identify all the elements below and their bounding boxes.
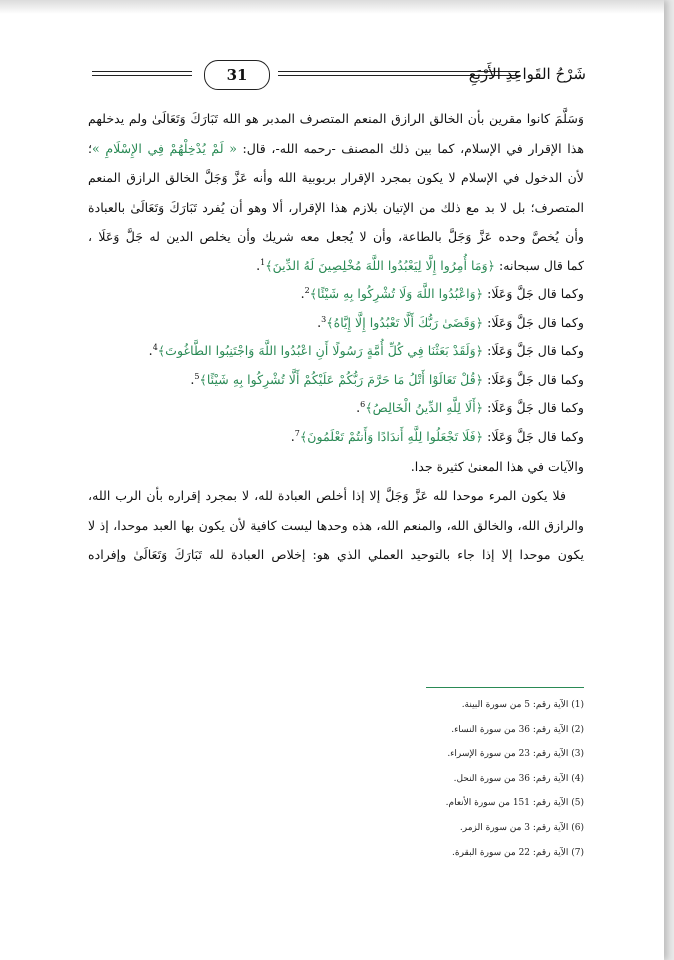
footnote-item: (3) الآية رقم: 23 من سورة الإسراء. xyxy=(447,749,584,760)
footnote-item: (2) الآية رقم: 36 من سورة النساء. xyxy=(451,724,584,735)
footnote-marker[interactable]: 3 xyxy=(321,314,327,324)
paragraph-line: والرازق الله، والخالق الله، والمنعم الله، هذه وحدها ليست كافية لأن يكون بها العبد موحدا، إذ لا xyxy=(88,517,584,533)
footnote-item: (1) الآية رقم: 5 من سورة البينة. xyxy=(461,700,584,710)
paragraph-line: المتصرف؛ بل لا بد مع ذلك من الإتيان بلازم هذا الإقرار، ألا وهو أن يُفرد تَبَارَكَ وَتَعَالَىٰ بالعبادة xyxy=(88,199,584,215)
footnote-item: (5) الآية رقم: 151 من سورة الأنعام. xyxy=(445,798,584,809)
footnote-separator xyxy=(426,687,584,688)
quran-verse: ﴿وَقَضَىٰ رَبُّكَ أَلَّا تَعْبُدُوا إِلَّا إِيَّاهُ﴾ xyxy=(326,314,484,330)
verse-intro: وكما قال جَلَّ وَعَلَا: xyxy=(483,343,584,359)
paragraph-line: والآيات في هذا المعنىٰ كثيرة جدا. xyxy=(410,458,584,474)
footnote-marker[interactable]: 7 xyxy=(294,428,300,438)
footnote-marker[interactable]: 6 xyxy=(360,400,366,410)
verse-intro: وكما قال جَلَّ وَعَلَا: xyxy=(483,286,584,302)
footnote-item: (7) الآية رقم: 22 من سورة البقرة. xyxy=(452,847,584,858)
verse-line: كما قال سبحانه: ﴿وَمَا أُمِرُوا إِلَّا لِيَعْبُدُوا اللَّهَ مُخْلِصِينَ لَهُ الدِّينَ﴾$^1$. xyxy=(256,257,584,273)
verse-intro: وكما قال جَلَّ وَعَلَا: xyxy=(483,314,584,330)
verse-intro: وكما قال جَلَّ وَعَلَا: xyxy=(483,400,584,416)
verse-line: وكما قال جَلَّ وَعَلَا: ﴿وَلَقَدْ بَعَثْنَا فِي كُلِّ أُمَّةٍ رَسُولًا أَنِ اعْبُدُوا اللَّهَ وَاجْتَنِبُوا الطَّاغُوتَ﴾$^4$. xyxy=(148,343,584,359)
quran-verse: ﴿فَلَا تَجْعَلُوا لِلَّهِ أَندَادًا وَأَنتُمْ تَعْلَمُونَ﴾ xyxy=(299,429,484,445)
footnotes xyxy=(300,693,584,865)
footnote-marker[interactable]: 2 xyxy=(304,285,310,295)
paragraph-line: فلا يكون المرء موحدا لله عَزَّ وَجَلَّ إلا إذا أخلص العبادة لله، لا بمجرد إقراره بأن الرب الله، xyxy=(88,488,566,504)
verse-intro: وكما قال جَلَّ وَعَلَا: xyxy=(483,371,584,387)
text-segment: ؛ xyxy=(88,140,93,156)
footnote-marker[interactable]: 5 xyxy=(194,371,200,381)
quran-verse: ﴿قُلْ تَعَالَوْا أَتْلُ مَا حَرَّمَ رَبُّكُمْ عَلَيْكُمْ أَلَّا تُشْرِكُوا بِهِ شَيْئًا﴾ xyxy=(199,371,484,387)
paragraph-line: وَسَلَّمَ كانوا مقرين بأن الخالق الرازق المنعم المتصرف المدبر هو الله تَبَارَكَ وَتَعَالَىٰ ولم يدخلهم xyxy=(88,111,584,126)
paragraph-line: وأن يُخصَّ وحده عَزَّ وَجَلَّ بالطاعة، وأن لا يُجعل معه شريك وأن يخلص الدين له جَلَّ وَعَلَا ، xyxy=(88,229,584,244)
verse-intro: كما قال سبحانه: xyxy=(495,257,584,273)
verse-line: وكما قال جَلَّ وَعَلَا: ﴿قُلْ تَعَالَوْا أَتْلُ مَا حَرَّمَ رَبُّكُمْ عَلَيْكُمْ أَلَّا تُشْرِكُوا بِهِ شَيْئًا﴾$^5$. xyxy=(190,371,584,387)
quran-verse: ﴿وَاعْبُدُوا اللَّهَ وَلَا تُشْرِكُوا بِهِ شَيْئًا﴾ xyxy=(309,286,484,302)
quran-verse: ﴿وَلَقَدْ بَعَثْنَا فِي كُلِّ أُمَّةٍ رَسُولًا أَنِ اعْبُدُوا اللَّهَ وَاجْتَنِبُوا الطَّاغُوتَ﴾ xyxy=(157,343,484,359)
quran-verse: ﴿أَلَا لِلَّهِ الدِّينُ الْخَالِصُ﴾ xyxy=(365,400,484,416)
footnote-marker[interactable]: 1 xyxy=(260,257,266,267)
page-header xyxy=(92,58,586,92)
verse-line: وكما قال جَلَّ وَعَلَا: ﴿وَقَضَىٰ رَبُّكَ أَلَّا تَعْبُدُوا إِلَّا إِيَّاهُ﴾$^3$. xyxy=(317,314,584,330)
book-title: شَرْحُ القَواعِدِ الأَرْبَعِ xyxy=(468,65,586,83)
paragraph-line: لأن الدخول في الإسلام لا يكون بمجرد الإقرار بربوبية الله وأنه عَزَّ وَجَلَّ الخالق الرازق المنعم xyxy=(88,170,584,185)
verse-line: وكما قال جَلَّ وَعَلَا: ﴿أَلَا لِلَّهِ الدِّينُ الْخَالِصُ﴾$^6$. xyxy=(356,400,584,416)
paragraph-line: يكون موحدا إلا إذا جاء بالتوحيد العملي الذي هو: إخلاص العبادة لله تَبَارَكَ وَتَعَالَىٰ وإفراده xyxy=(88,547,584,563)
header-rule xyxy=(92,71,192,72)
page-number: 31 xyxy=(204,60,270,90)
verse-line: وكما قال جَلَّ وَعَلَا: ﴿فَلَا تَجْعَلُوا لِلَّهِ أَندَادًا وَأَنتُمْ تَعْلَمُونَ﴾$^7$. xyxy=(290,428,584,445)
body-text xyxy=(88,104,584,570)
text-segment: هذا الإقرار في الإسلام، كما بين ذلك المصنف -رحمه الله-، قال: xyxy=(236,140,584,156)
verse-line: وكما قال جَلَّ وَعَلَا: ﴿وَاعْبُدُوا اللَّهَ وَلَا تُشْرِكُوا بِهِ شَيْئًا﴾$^2$. xyxy=(300,285,584,302)
header-rule xyxy=(92,75,192,76)
footnote-item: (6) الآية رقم: 3 من سورة الزمر. xyxy=(459,822,584,833)
footnote-marker[interactable]: 4 xyxy=(152,343,158,353)
verse-intro: وكما قال جَلَّ وَعَلَا: xyxy=(483,429,584,445)
quran-verse: ﴿وَمَا أُمِرُوا إِلَّا لِيَعْبُدُوا اللَّهَ مُخْلِصِينَ لَهُ الدِّينَ﴾ xyxy=(265,257,496,273)
paragraph-line xyxy=(88,134,584,164)
footnote-item: (4) الآية رقم: 36 من سورة النحل. xyxy=(453,773,584,784)
quoted-text: « لَمْ يُدْخِلْهُمْ فِي الإِسْلَامِ » xyxy=(92,140,237,156)
